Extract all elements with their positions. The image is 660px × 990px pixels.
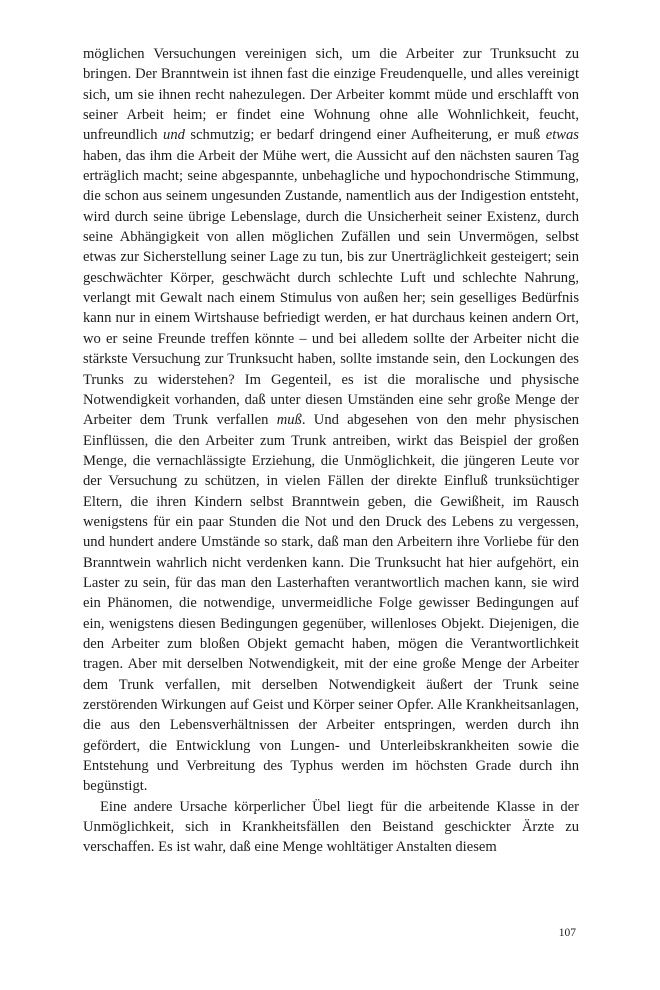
italic-text-segment: und [163, 127, 185, 144]
paragraph [83, 44, 579, 797]
italic-text-segment: etwas [545, 127, 579, 144]
text-segment: . Und abgesehen von den mehr physischen Einflüssen, die den Arbeiter zum Trunk antreiben, wirkt das Beispiel der großen Menge, die vernachlässigte Erziehung, die Unmöglichkeit, die jüngeren Leute vor der Versuchung zu schützen, in vielen Fällen der direkte Einfluß trunksüchtiger Eltern, die ihren Kindern selbst Branntwein geben, die Gewißheit, im Rausch wenigstens für ein paar Stunden die Not und den Druck des Lebens zu vergessen, und hundert andere Umstände so stark, daß man den Arbeitern ihre Vorliebe für den Branntwein wahrlich nicht verdenken kann. Die Trunksucht hat hier aufgehört, ein Laster zu sein, für das man den Lasterhaften verantwortlich machen kann, sie wird ein Phänomen, die notwendige, unvermeidliche Folge gewisser Bedingungen auf ein, wenigstens diesen Bedingungen gegenüber, willenloses Objekt. Diejenigen, die den Arbeiter zum bloßen Objekt gemacht haben, mögen die Verantwortlichkeit tragen. Aber mit derselben Notwendigkeit, mit der eine große Menge der Arbeiter dem Trunk verfallen, mit derselben Notwendigkeit äußert der Trunk seine zerstörenden Wirkungen auf Geist und Körper seiner Opfer. Alle Krankheitsanlagen, die aus den Lebensverhältnissen der Arbeiter entspringen, werden durch ihn gefördert, die Entwicklung von Lungen- und Unterleibskrankheiten sowie die Entstehung und Verbreitung des Typhus werden im höchsten Grade durch ihn begünstigt. [83, 412, 580, 795]
page-number: 107 [558, 927, 576, 939]
text-segment: Eine andere Ursache körperlicher Übel liegt für die arbeitende Klasse in der Unmöglichkeit, sich in Krankheitsfällen den Beistand geschickter Ärzte zu verschaffen. Es ist wahr, daß eine Menge wohltätiger Anstalten diesem [83, 798, 579, 856]
text-segment: möglichen Versuchungen vereinigen sich, um die Arbeiter zur Trunksucht zu bringen. Der Branntwein ist ihnen fast die einzige Freudenquelle, und alles vereinigt sich, um sie ihnen recht nahezulegen. Der Arbeiter kommt müde und erschlafft von seiner Arbeit heim; er findet eine Wohnung ohne alle Wohnlichkeit, feucht, unfreundlich [83, 46, 579, 144]
italic-text-segment: muß [276, 412, 302, 429]
text-segment: schmutzig; er bedarf dringend einer Aufheiterung, er muß [184, 127, 546, 144]
text-segment: haben, das ihm die Arbeit der Mühe wert, die Aussicht auf den nächsten sauren Tag erträglich macht; seine abgespannte, unbehagliche und hypochondrische Stimmung, die schon aus seinem ungesunden Zustande, namentlich aus der Indigestion entsteht, wird durch seine übrige Lebenslage, durch die Unsicherheit seiner Existenz, durch seine Abhängigkeit von allen möglichen Zufällen und sein Unvermögen, selbst etwas zur Sicherstellung seiner Lage zu tun, bis zur Unerträglichkeit gesteigert; sein geschwächter Körper, geschwächt durch schlechte Luft und schlechte Nahrung, verlangt mit Gewalt nach einem Stimulus von außen her; sein geselliges Bedürfnis kann nur in einem Wirtshause befriedigt werden, er hat durchaus keinen andern Ort, wo er seine Freunde treffen könnte – und bei alledem sollte der Arbeiter nicht die stärkste Versuchung zur Trunksucht haben, sollte imstande sein, den Lockungen des Trunks zu widerstehen? Im Gegenteil, es ist die moralische und physische Notwendigkeit vorhanden, daß unter diesen Umständen eine sehr große Menge der Arbeiter dem Trunk verfallen [83, 147, 579, 429]
page-text [83, 44, 579, 858]
paragraph [83, 797, 579, 858]
